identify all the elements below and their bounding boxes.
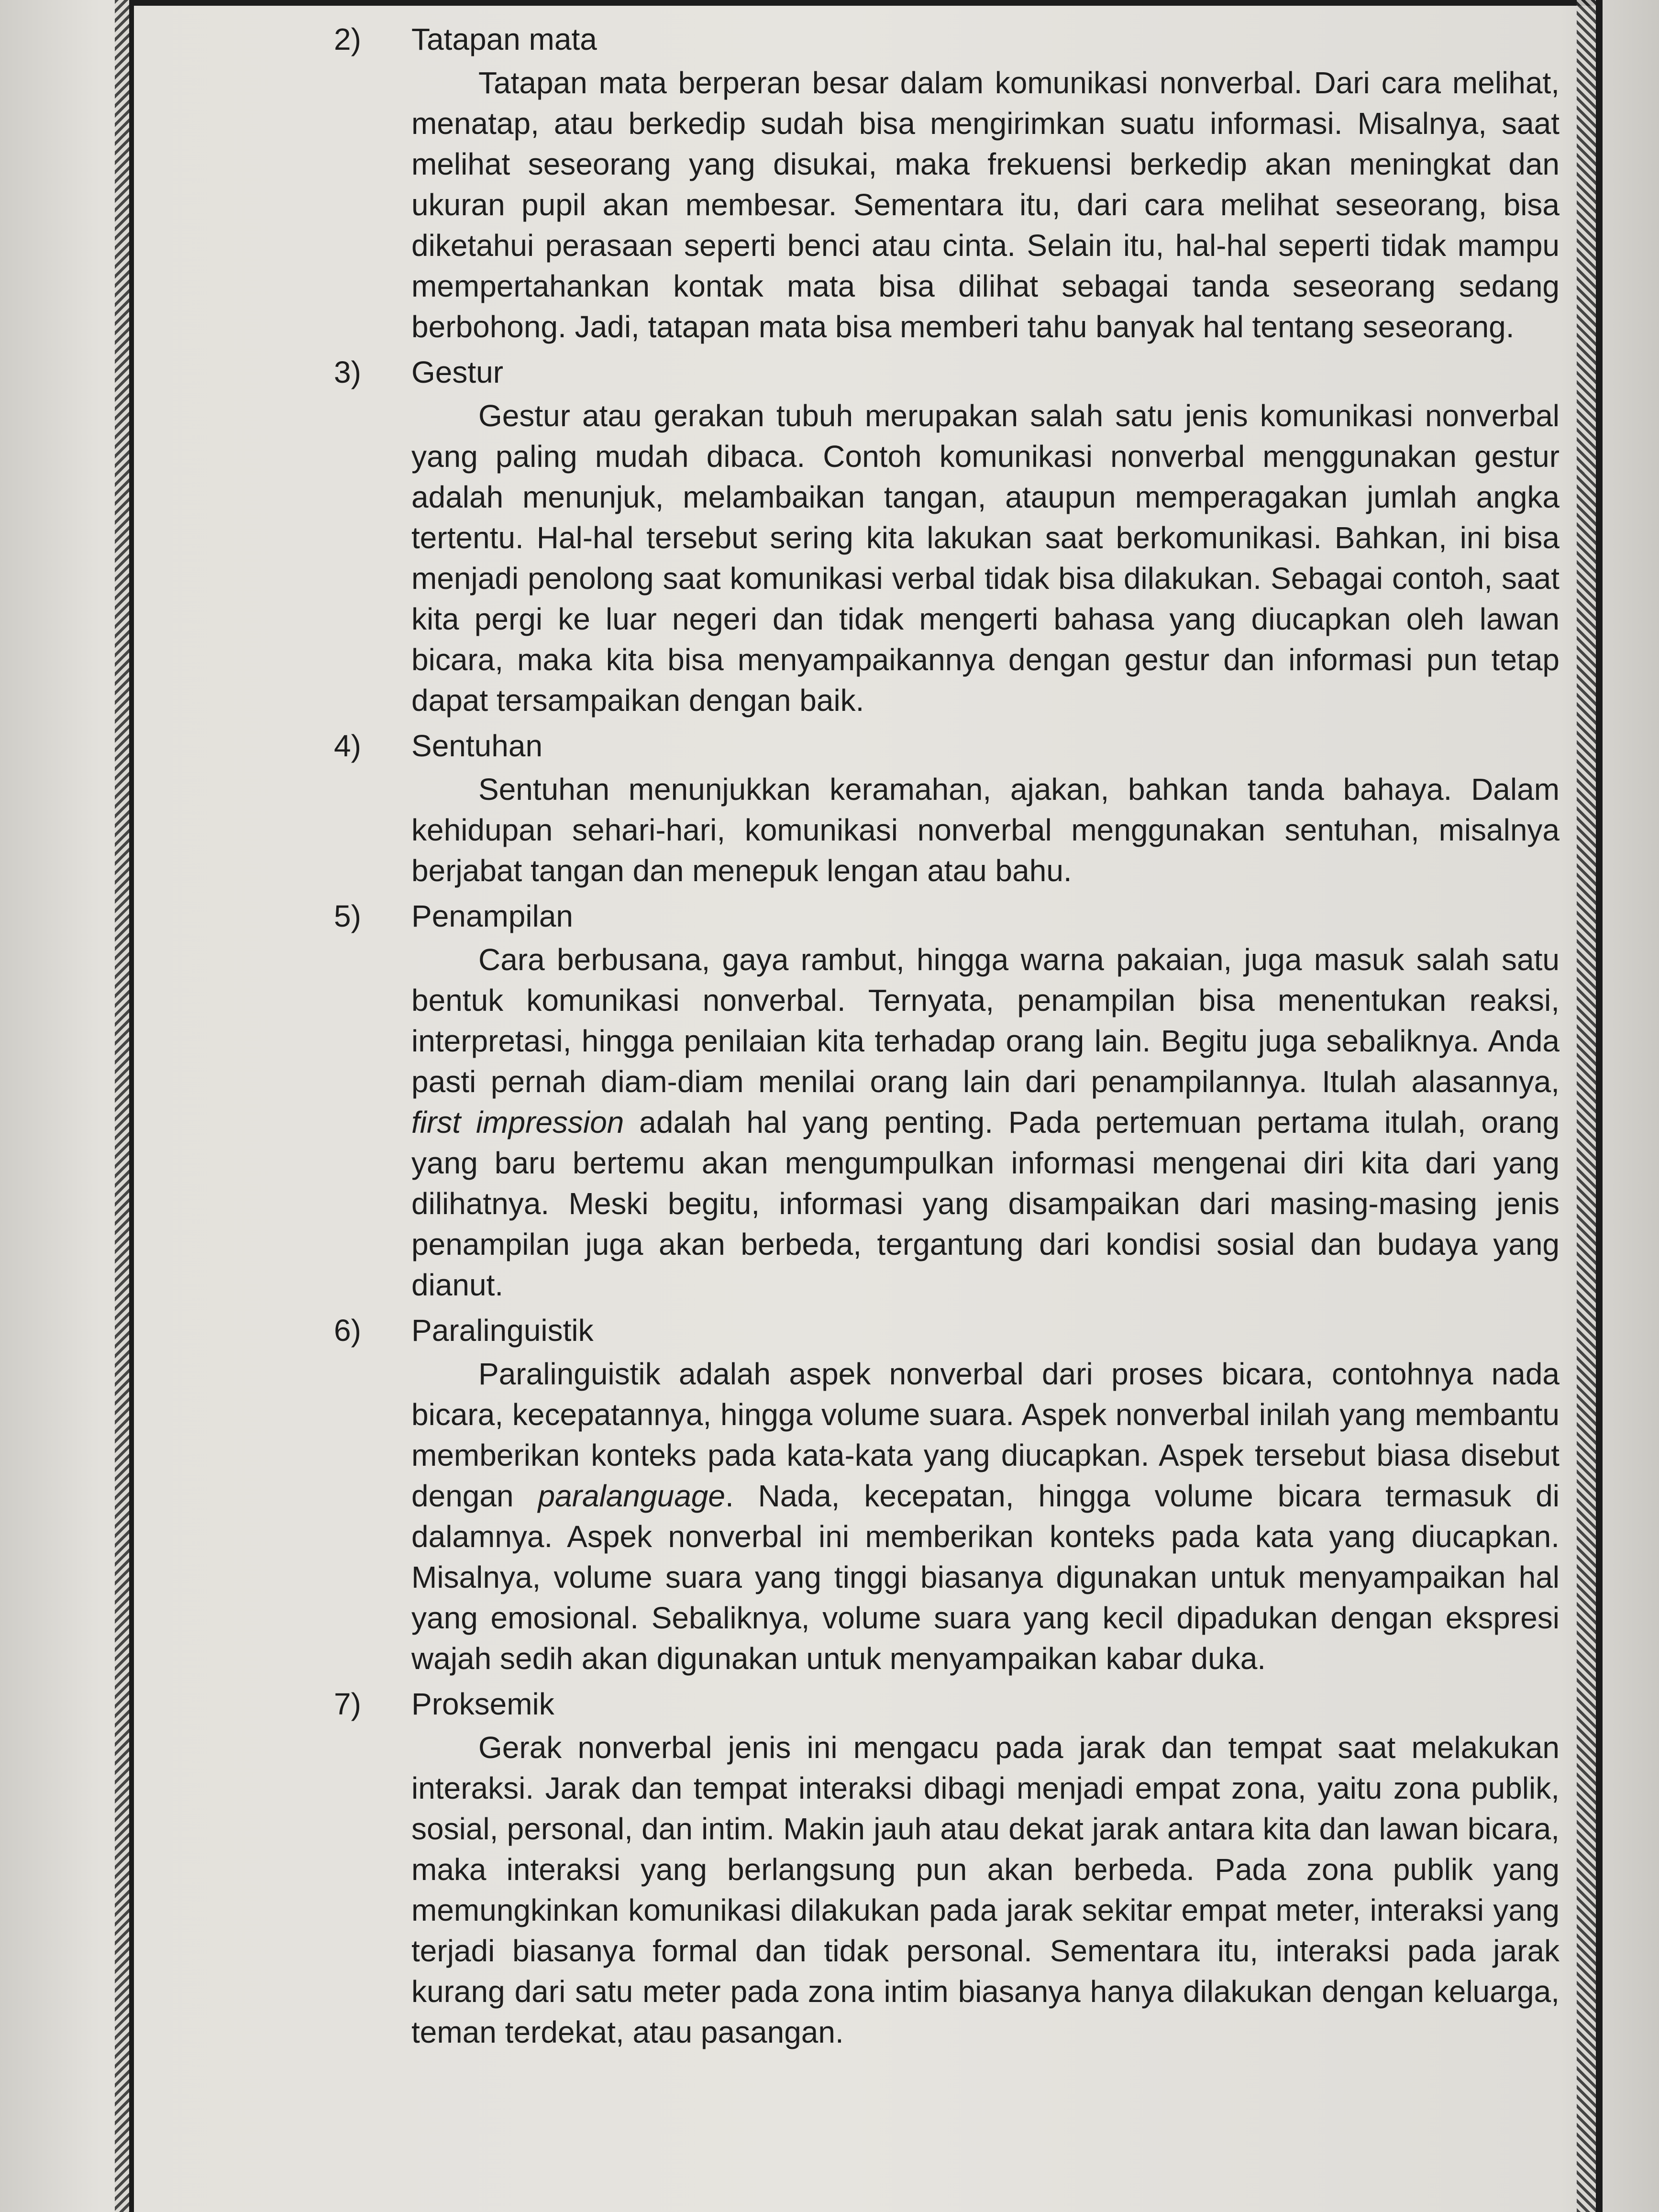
top-border-rule xyxy=(129,0,1603,6)
section-number: 4) xyxy=(334,729,361,763)
section-paragraph-paralinguistik xyxy=(411,1354,1559,1679)
section-paragraph-gestur: Gestur atau gerakan tubuh merupakan salah satu jenis komunikasi nonverbal yang paling mudah dibaca. Contoh komunikasi nonverbal menggunakan gestur adalah menunjuk, melambaikan tangan, ataupun memperagakan jumlah angka tertentu. Hal-hal tersebut sering kita lakukan saat berkomunikasi. Bahkan, ini bisa menjadi penolong saat komunikasi verbal tidak bisa dilakukan. Sebagai contoh, saat kita pergi ke luar negeri dan tidak mengerti bahasa yang diucapkan oleh lawan bicara, maka kita bisa menyampaikannya dengan gestur dan informasi pun tetap dapat tersampaikan dengan baik. xyxy=(411,398,1559,718)
section-heading-proksemik xyxy=(334,1684,1559,1725)
section-paragraph-sentuhan: Sentuhan menunjukkan keramahan, ajakan, bahkan tanda bahaya. Dalam kehidupan sehari-hari, komunikasi nonverbal menggunakan sentuhan, misalnya berjabat tangan dan menepuk lengan atau bahu. xyxy=(411,772,1559,888)
section-heading-gestur xyxy=(334,352,1559,393)
paragraph-text: adalah hal yang penting. Pada pertemuan pertama itulah, orang yang baru bertemu akan mengumpulkan informasi mengenai diri kita dari yang dilihatnya. Meski begitu, informasi yang disampaikan dari masing-masing jenis penampilan juga akan berbeda, tergantung dari kondisi sosial dan budaya yang dianut. xyxy=(411,1105,1560,1302)
paragraph-text: Paralinguistik adalah aspek nonverbal dari proses bicara, contohnya nada bicara, kecepatannya, hingga volume suara. Aspek nonverbal inilah yang membantu memberikan konteks pada kata-kata yang diucapkan. Aspek tersebut biasa disebut dengan xyxy=(411,1357,1559,1513)
section-title: Tatapan mata xyxy=(411,22,597,56)
section-paragraph-proksemik: Gerak nonverbal jenis ini mengacu pada jarak dan tempat saat melakukan interaksi. Jarak dan tempat interaksi dibagi menjadi empat zona, yaitu zona publik, sosial, personal, dan intim. Makin jauh atau dekat jarak antara kita dan lawan bicara, maka interaksi yang berlangsung pun akan berbeda. Pada zona publik yang memungkinkan komunikasi dilakukan pada jarak sekitar empat meter, interaksi yang terjadi biasanya formal dan tidak personal. Sementara itu, interaksi pada jarak kurang dari satu meter pada zona intim biasanya hanya dilakukan dengan keluarga, teman terdekat, atau pasangan. xyxy=(411,1730,1559,2049)
section-heading-penampilan xyxy=(334,896,1559,937)
section-title: Gestur xyxy=(411,355,504,389)
section-number: 6) xyxy=(334,1313,361,1348)
paragraph-text: Cara berbusana, gaya rambut, hingga warna pakaian, juga masuk salah satu bentuk komunikasi nonverbal. Ternyata, penampilan bisa menentukan reaksi, interpretasi, hingga penilaian kita terhadap orang lain. Begitu juga sebaliknya. Anda pasti pernah diam-diam menilai orang lain dari penampilannya. Itulah alasannya, xyxy=(411,942,1559,1099)
section-number: 5) xyxy=(334,899,361,933)
section-title: Penampilan xyxy=(411,899,573,933)
section-number: 7) xyxy=(334,1687,361,1721)
section-heading-tatapan-mata xyxy=(334,19,1559,60)
section-title: Proksemik xyxy=(411,1687,554,1721)
section-title: Paralinguistik xyxy=(411,1313,594,1348)
right-border-rule xyxy=(1596,0,1603,2212)
italic-term: paralanguage xyxy=(538,1479,725,1513)
italic-term: first impression xyxy=(411,1105,624,1139)
right-margin-hatch xyxy=(1577,0,1596,2212)
section-title: Sentuhan xyxy=(411,729,543,763)
left-border-rule xyxy=(129,0,134,2212)
section-number: 3) xyxy=(334,355,361,389)
section-heading-sentuhan xyxy=(334,726,1559,766)
section-paragraph-tatapan-mata: Tatapan mata berperan besar dalam komunikasi nonverbal. Dari cara melihat, menatap, atau berkedip sudah bisa mengirimkan suatu informasi. Misalnya, saat melihat seseorang yang disukai, maka frekuensi berkedip akan meningkat dan ukuran pupil akan membesar. Sementara itu, dari cara melihat seseorang, bisa diketahui perasaan seperti benci atau cinta. Selain itu, hal-hal seperti tidak mampu mempertahankan kontak mata bisa dilihat sebagai tanda seseorang sedang berbohong. Jadi, tatapan mata bisa memberi tahu banyak hal tentang seseorang. xyxy=(411,66,1559,344)
section-number: 2) xyxy=(334,22,361,56)
page-content xyxy=(335,19,1559,2057)
left-margin-hatch xyxy=(115,0,131,2212)
section-heading-paralinguistik xyxy=(334,1310,1559,1351)
paragraph-text: . Nada, kecepatan, hingga volume bicara termasuk di dalamnya. Aspek nonverbal ini memberikan konteks pada kata yang diucapkan. Misalnya, volume suara yang tinggi biasanya digunakan untuk menyampaikan hal yang emosional. Sebaliknya, volume suara yang kecil dipadukan dengan ekspresi wajah sedih akan digunakan untuk menyampaikan kabar duka. xyxy=(411,1479,1560,1676)
section-paragraph-penampilan xyxy=(411,940,1559,1305)
